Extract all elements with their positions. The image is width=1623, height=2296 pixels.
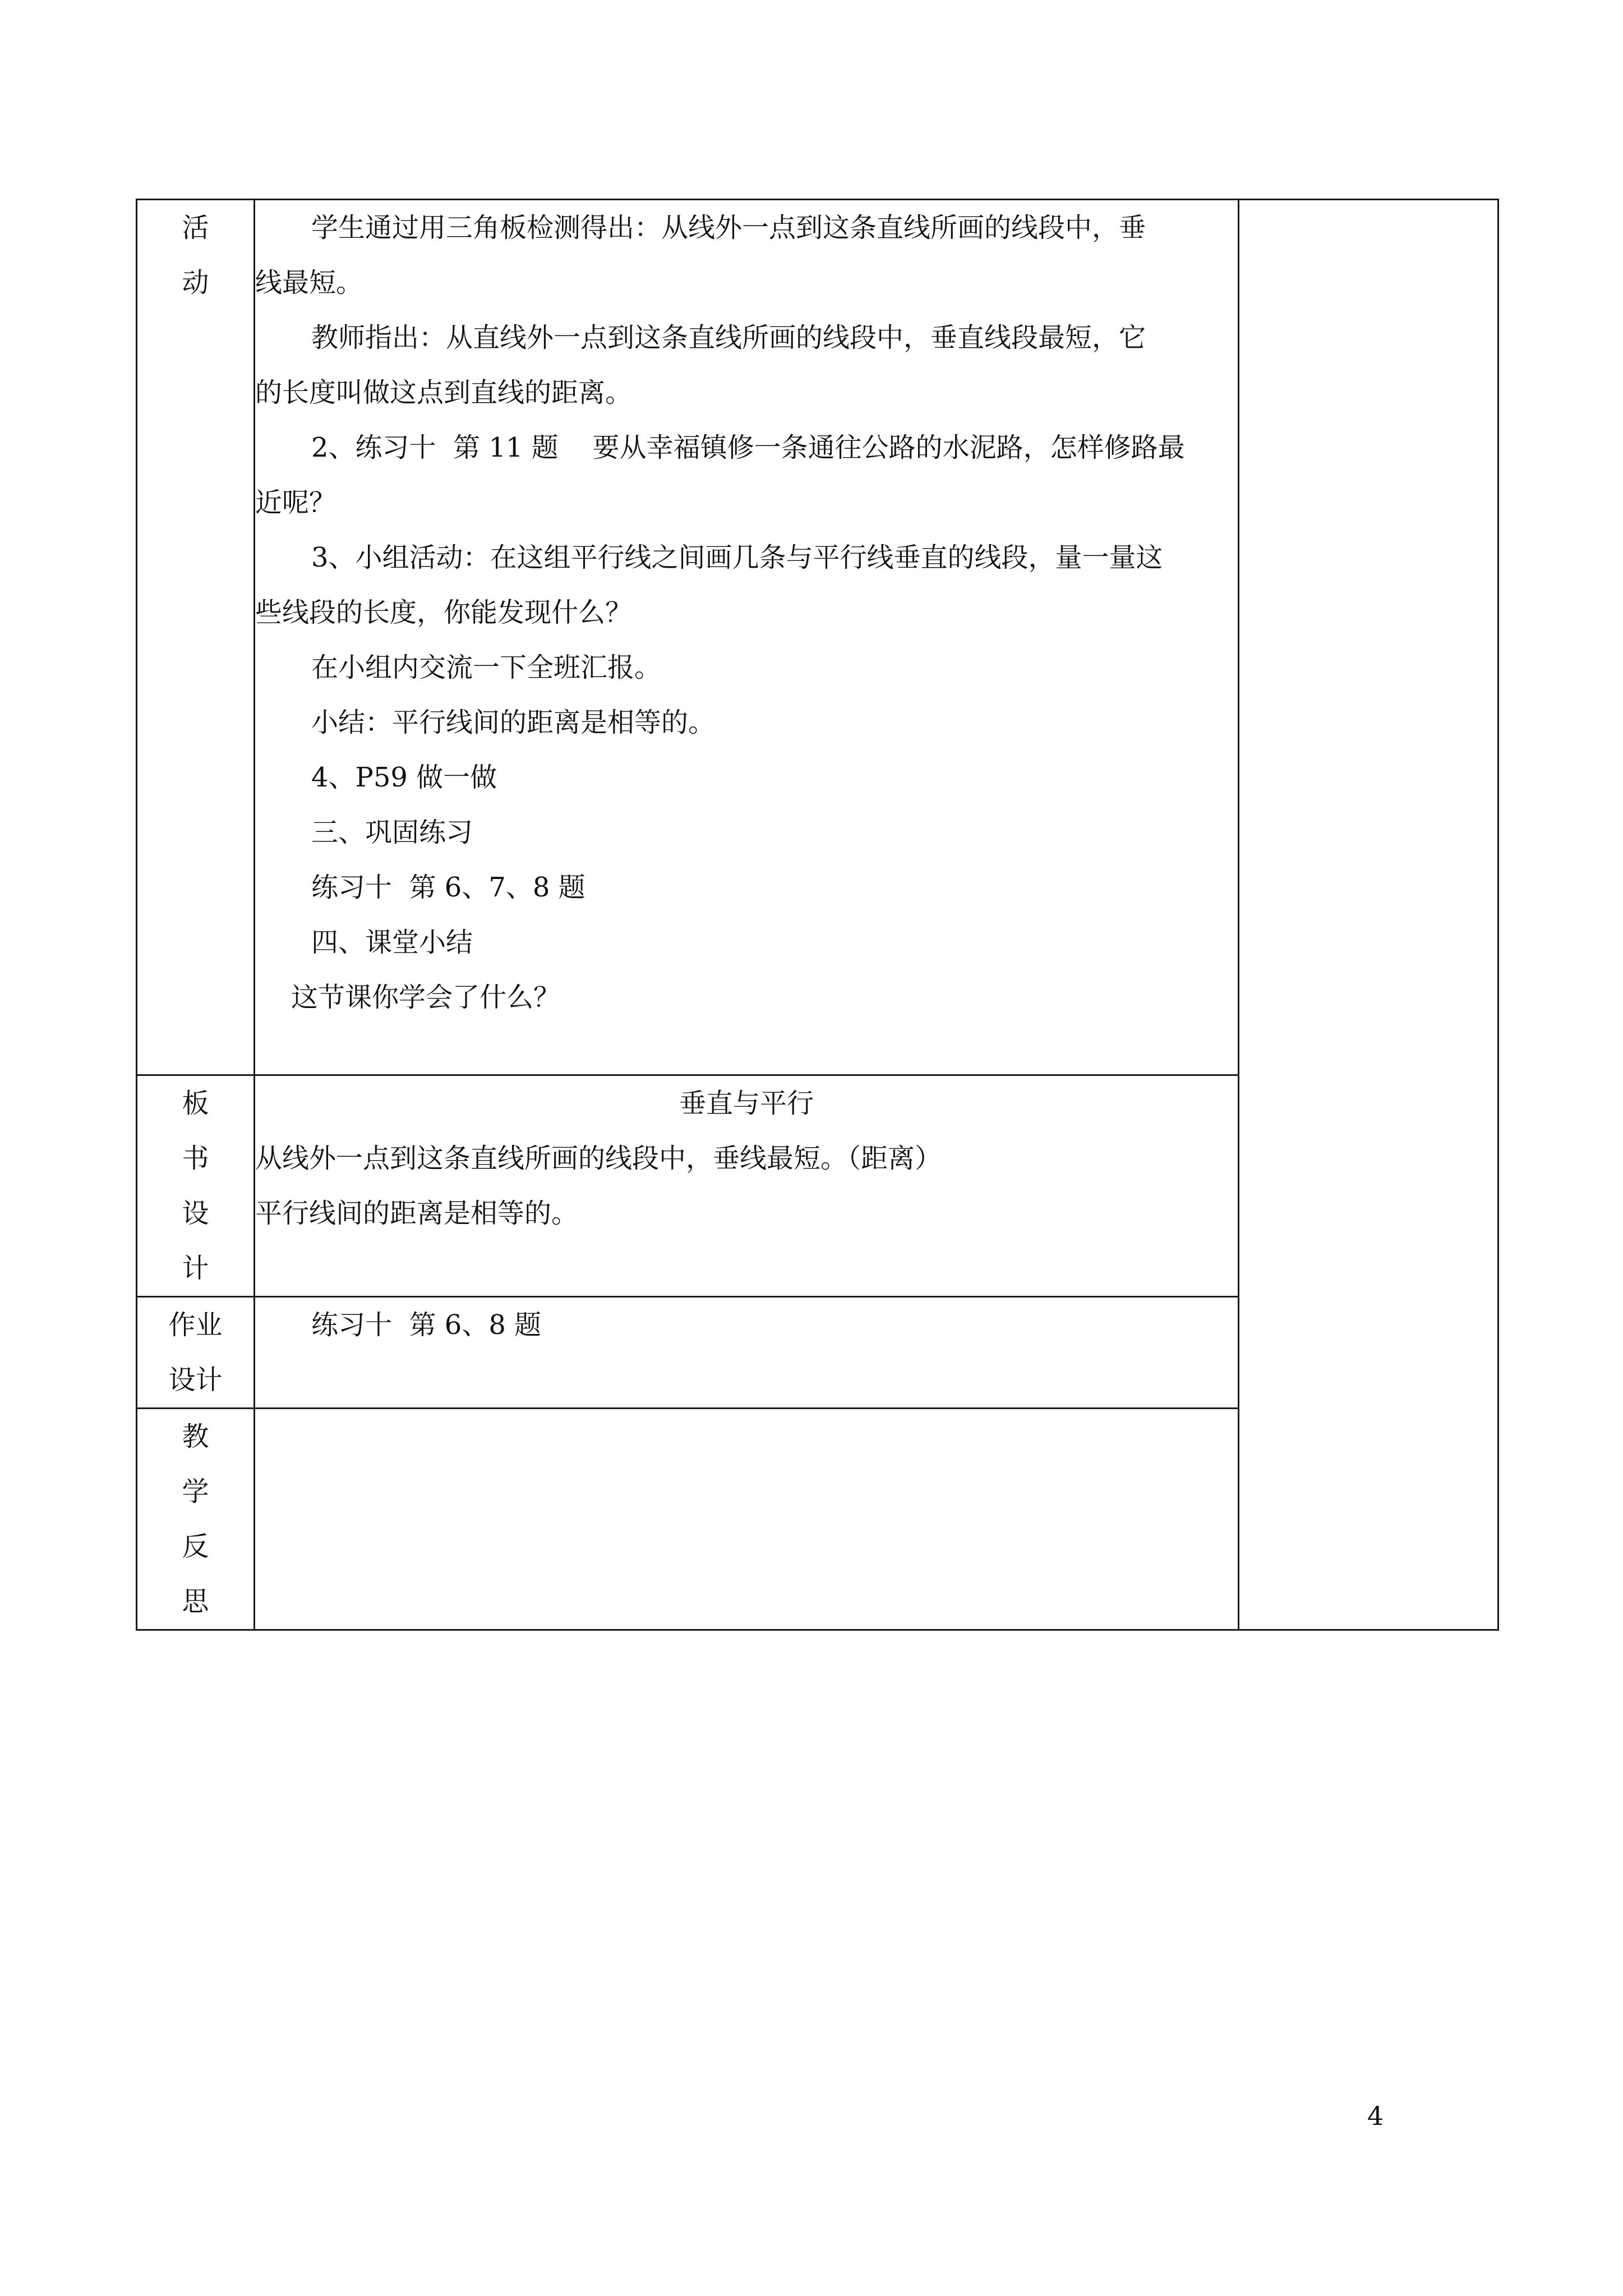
activity-content-cell <box>255 200 1239 1075</box>
activity-line: 些线段的长度，你能发现什么？ <box>255 597 633 628</box>
activity-line: 四、课堂小结 <box>311 927 473 958</box>
activity-label-char: 活 <box>182 212 209 243</box>
activity-line: 学生通过用三角板检测得出：从线外一点到这条直线所画的线段中，垂 <box>311 212 1146 243</box>
activity-line: 小结：平行线间的距离是相等的。 <box>311 707 716 738</box>
board-label-char: 书 <box>182 1143 209 1174</box>
board-label-char: 设 <box>182 1198 209 1229</box>
activity-line: 在小组内交流一下全班汇报。 <box>311 652 662 683</box>
homework-content-cell <box>255 1297 1239 1409</box>
board-design-content-cell <box>255 1075 1239 1297</box>
activity-line: 的长度叫做这点到直线的距离。 <box>255 377 633 408</box>
activity-row <box>137 200 1498 1075</box>
activity-line: 三、巩固练习 <box>311 817 473 848</box>
activity-line: 3、小组活动：在这组平行线之间画几条与平行线垂直的线段，量一量这 <box>311 542 1163 573</box>
homework-label-cell <box>137 1297 255 1409</box>
board-label-char: 计 <box>182 1253 209 1284</box>
reflection-label-cell <box>137 1409 255 1630</box>
activity-line: 线最短。 <box>255 267 363 298</box>
activity-line: 近呢？ <box>255 487 336 518</box>
reflection-label-char: 教 <box>182 1421 209 1452</box>
board-line: 从线外一点到这条直线所画的线段中，垂线最短。（距离） <box>255 1143 942 1174</box>
homework-label-line: 作业 <box>168 1309 223 1341</box>
board-title: 垂直与平行 <box>679 1088 814 1119</box>
reflection-label-char: 思 <box>182 1586 209 1617</box>
board-line: 平行线间的距离是相等的。 <box>255 1198 579 1229</box>
reflection-label-char: 学 <box>182 1476 209 1507</box>
reflection-label-char: 反 <box>182 1531 209 1562</box>
activity-line: 2、练习十 第 11 题 要从幸福镇修一条通往公路的水泥路，怎样修路最 <box>311 432 1185 463</box>
activity-line: 这节课你学会了什么？ <box>291 982 561 1013</box>
notes-column-cell <box>1239 200 1498 1630</box>
homework-label-line: 设计 <box>168 1364 223 1396</box>
lesson-plan-table <box>136 199 1499 1631</box>
reflection-content-cell <box>255 1409 1239 1630</box>
activity-line: 教师指出：从直线外一点到这条直线所画的线段中，垂直线段最短，它 <box>311 322 1146 353</box>
activity-line: 4、P59 做一做 <box>311 762 497 793</box>
homework-text: 练习十 第 6、8 题 <box>311 1309 542 1341</box>
activity-label-cell <box>137 200 255 1075</box>
board-label-char: 板 <box>182 1088 209 1119</box>
activity-label-char: 动 <box>182 267 209 298</box>
page-number: 4 <box>1367 2101 1384 2131</box>
activity-line: 练习十 第 6、7、8 题 <box>311 872 585 903</box>
board-design-label-cell <box>137 1075 255 1297</box>
